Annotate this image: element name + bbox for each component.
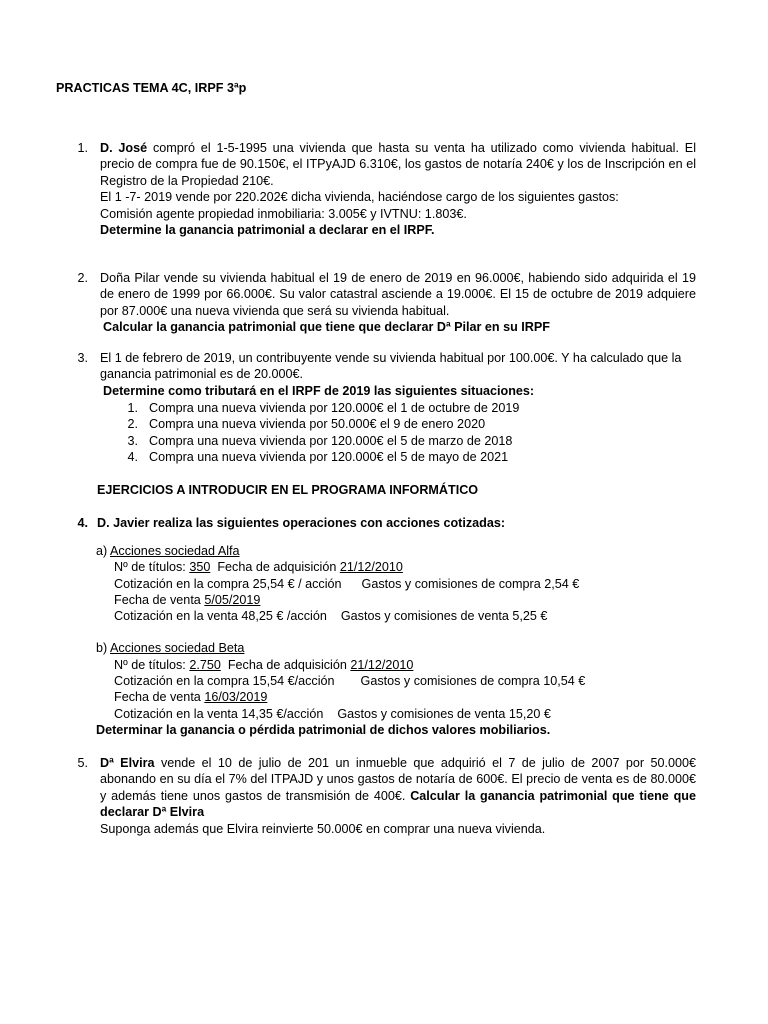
ex2-question: Calcular la ganancia patrimonial que tiene que declarar Dª Pilar en su IRPF [103,320,550,335]
ex1-line3: Comisión agente propiedad inmobiliaria: 3.005€ y IVTNU: 1.803€. [100,206,467,221]
alfa-line3 [114,592,260,608]
alfa-titulos-label: Nº de títulos: [114,560,186,574]
ex3-block [100,350,696,399]
ex4-question: Determinar la ganancia o pérdida patrimonial de dichos valores mobiliarios. [96,723,551,737]
ex1-question: Determine la ganancia patrimonial a declarar en el IRPF. [100,223,435,238]
beta-line3 [114,689,267,705]
beta-titulos-value: 2.750 [189,658,221,672]
alfa-prefix: a) [96,544,108,558]
ex5-name: Dª Elvira [100,756,155,770]
alfa-line1 [114,559,403,575]
document-title: PRACTICAS TEMA 4C, IRPF 3ªp [56,81,247,95]
situation-text: Compra una nueva vivienda por 120.000€ el 5 de mayo de 2021 [149,450,509,465]
beta-prefix: b) [96,641,108,655]
ex2-number: 2. [77,271,88,285]
ex5-number: 5. [77,756,88,770]
ex1-block [100,140,696,238]
beta-cot-venta: Cotización en la venta 14,35 €/acción [114,707,324,721]
alfa-cot-compra: Cotización en la compra 25,54 € / acción [114,577,342,591]
beta-line2 [114,673,585,689]
alfa-gastos-venta: Gastos y comisiones de venta 5,25 € [340,609,548,623]
ex1-number: 1. [77,141,88,155]
ex4-intro: D. Javier realiza las siguientes operaciones con acciones cotizadas: [97,516,506,530]
alfa-fecha-adq-label: Fecha de adquisición [217,560,337,574]
ex2-paragraph: Doña Pilar vende su vivienda habitual el 19 de enero de 2019 en 96.000€, habiendo sido adquirida el 19 de enero de 1999 por 66.000€. Su valor catastral asciende a 19.000€. El 15 de octubre de 2019 adquiere por 87.000€ una nueva vivienda que será su vivienda habitual. [100,271,696,318]
ex3-number: 3. [77,351,88,365]
situation-text: Compra una nueva vivienda por 120.000€ el 5 de marzo de 2018 [149,433,513,448]
beta-fecha-venta-label: Fecha de venta [114,690,201,704]
situation-text: Compra una nueva vivienda por 120.000€ el 1 de octubre de 2019 [149,401,520,415]
beta-fecha-adq-label: Fecha de adquisición [227,658,347,672]
beta-gastos-venta: Gastos y comisiones de venta 15,20 € [337,707,551,721]
alfa-fecha-venta-label: Fecha de venta [114,593,201,607]
beta-cot-compra: Cotización en la compra 15,54 €/acción [114,674,335,688]
alfa-gastos-compra: Gastos y comisiones de compra 2,54 € [361,577,580,591]
beta-fecha-adq-value: 21/12/2010 [350,658,414,672]
ex1-text: compró el 1-5-1995 una vivienda que hasta su venta ha utilizado como vivienda habitual. El precio de compra fue de 90.150€, el ITPyAJD 6.310€, los gastos de notaría 240€ y los de Inscripción en el Registro de la Propiedad 210€. [100,141,696,188]
ex1-name: D. José [100,141,148,155]
beta-fecha-venta-value: 16/03/2019 [204,690,268,704]
beta-line1 [114,657,413,673]
situation-text: Compra una nueva vivienda por 50.000€ el 9 de enero 2020 [149,417,486,432]
ex5-extra: Suponga además que Elvira reinvierte 50.000€ en comprar una nueva vivienda. [100,821,546,836]
ex3-paragraph: El 1 de febrero de 2019, un contribuyente vende su vivienda habitual por 100.00€. Y ha calculado que la ganancia patrimonial es de 20.000€. [100,351,682,382]
alfa-title: Acciones sociedad Alfa [110,544,240,558]
section-heading: EJERCICIOS A INTRODUCIR EN EL PROGRAMA INFORMÁTICO [97,483,479,497]
alfa-heading [96,543,240,559]
situation-number: 2. [127,417,138,432]
alfa-line4 [114,608,547,624]
ex5-question: Calcular la ganancia patrimonial que tiene que declarar Dª Elvira [100,788,696,820]
alfa-line2 [114,576,579,592]
beta-heading [96,640,244,656]
ex1-line2: El 1 -7- 2019 vende por 220.202€ dicha vivienda, haciéndose cargo de los siguientes gastos: [100,190,619,205]
ex5-text: vende el 10 de julio de 201 un inmueble que adquirió el 7 de julio de 2007 por 50.000€ abonando en su día el 7% del ITPAJD y unos gastos de notaría de 600€. El precio de venta es de 80.000€ y además tiene unos gastos de transmisión de 400€. [100,756,697,803]
situation-number: 4. [127,450,138,465]
ex2-block [100,270,696,336]
beta-titulos-label: Nº de títulos: [114,658,186,672]
ex1-paragraph [100,140,696,189]
alfa-fecha-venta-value: 5/05/2019 [204,593,261,607]
ex4-number: 4. [77,516,88,530]
beta-title: Acciones sociedad Beta [110,641,245,655]
situation-number: 1. [127,401,138,415]
situation-number: 3. [127,433,138,448]
ex5-block [100,755,696,837]
alfa-cot-venta: Cotización en la venta 48,25 € /acción [114,609,327,623]
ex5-paragraph [100,755,696,821]
ex3-question: Determine como tributará en el IRPF de 2019 las siguientes situaciones: [103,383,535,398]
alfa-titulos-value: 350 [189,560,211,574]
beta-gastos-compra: Gastos y comisiones de compra 10,54 € [360,674,586,688]
beta-line4 [114,706,551,722]
alfa-fecha-adq-value: 21/12/2010 [339,560,403,574]
